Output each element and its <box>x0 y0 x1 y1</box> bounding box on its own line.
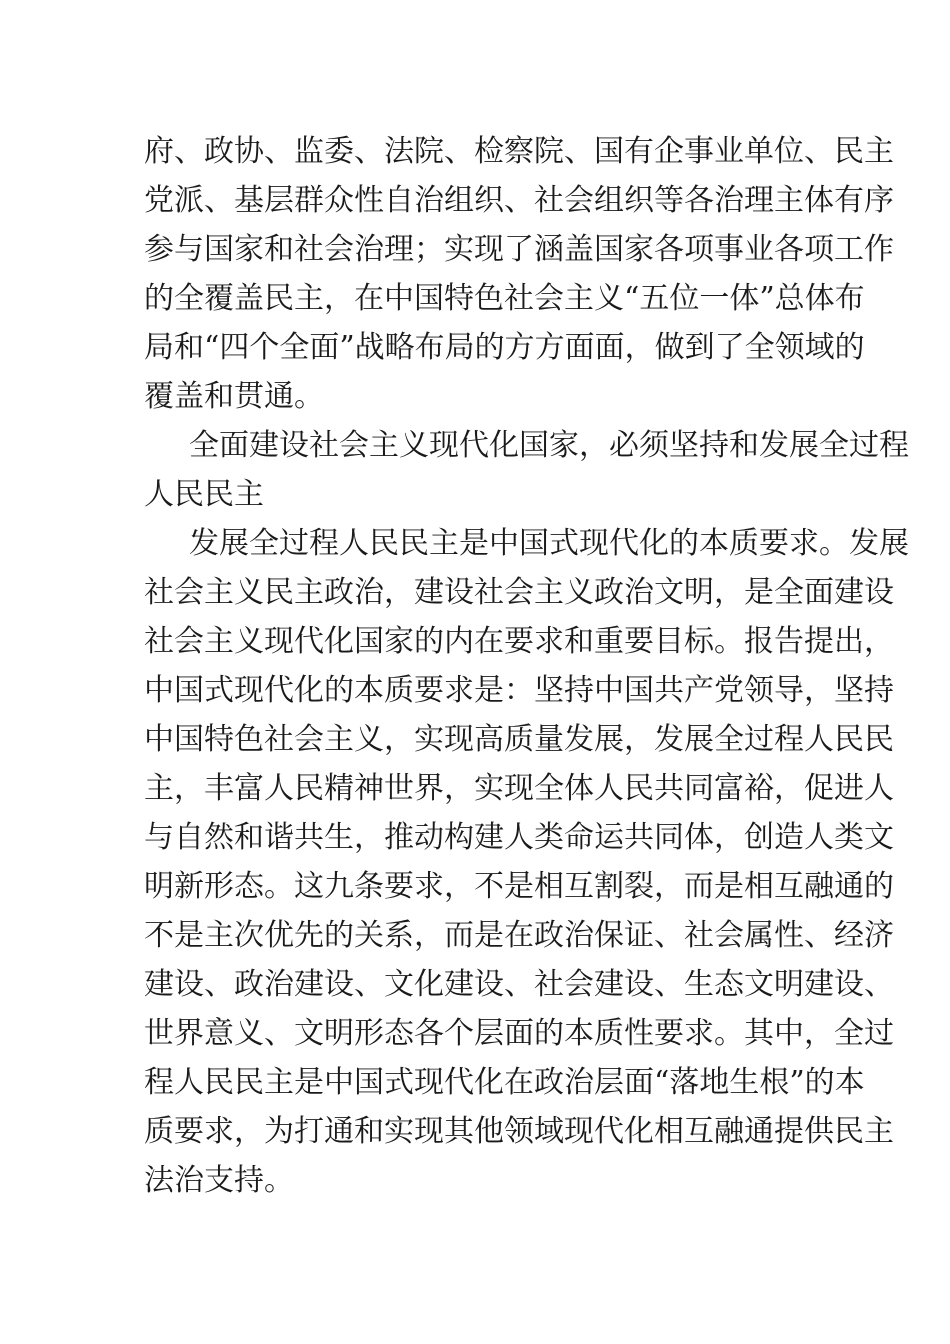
paragraph-3-line-12: 程人民民主是中国式现代化在政治层面“落地生根”的本 <box>144 1065 865 1100</box>
section-heading-line-2: 人民民主 <box>144 477 264 512</box>
paragraph-3-line-4: 中国式现代化的本质要求是：坚持中国共产党领导，坚持 <box>144 673 894 708</box>
paragraph-3-line-2: 社会主义民主政治，建设社会主义政治文明，是全面建设 <box>144 575 894 610</box>
paragraph-3-line-10: 建设、政治建设、文化建设、社会建设、生态文明建设、 <box>144 967 894 1002</box>
paragraph-1-line-2: 党派、基层群众性自治组织、社会组织等各治理主体有序 <box>144 183 894 218</box>
paragraph-3-line-3: 社会主义现代化国家的内在要求和重要目标。报告提出， <box>144 624 894 659</box>
paragraph-3-line-7: 与自然和谐共生，推动构建人类命运共同体，创造人类文 <box>144 820 894 855</box>
paragraph-3-line-5: 中国特色社会主义，实现高质量发展，发展全过程人民民 <box>144 722 894 757</box>
paragraph-1-line-5: 局和“四个全面”战略布局的方方面面，做到了全领域的 <box>144 330 865 365</box>
section-heading-line-1: 全面建设社会主义现代化国家，必须坚持和发展全过程 <box>189 428 909 463</box>
paragraph-1-line-6: 覆盖和贯通。 <box>144 379 324 414</box>
paragraph-3-line-9: 不是主次优先的关系，而是在政治保证、社会属性、经济 <box>144 918 894 953</box>
paragraph-3-line-13: 质要求，为打通和实现其他领域现代化相互融通提供民主 <box>144 1114 894 1149</box>
body-text <box>144 127 909 1205</box>
paragraph-1-line-1: 府、政协、监委、法院、检察院、国有企事业单位、民主 <box>144 134 894 169</box>
paragraph-3-line-8: 明新形态。这九条要求，不是相互割裂，而是相互融通的 <box>144 869 894 904</box>
paragraph-3-line-1: 发展全过程人民民主是中国式现代化的本质要求。发展 <box>189 526 909 561</box>
paragraph-3-line-14: 法治支持。 <box>144 1163 294 1198</box>
paragraph-3-line-11: 世界意义、文明形态各个层面的本质性要求。其中，全过 <box>144 1016 894 1051</box>
paragraph-1-line-3: 参与国家和社会治理；实现了涵盖国家各项事业各项工作 <box>144 232 894 267</box>
paragraph-3-line-6: 主，丰富人民精神世界，实现全体人民共同富裕，促进人 <box>144 771 894 806</box>
paragraph-1-line-4: 的全覆盖民主，在中国特色社会主义“五位一体”总体布 <box>144 281 865 316</box>
